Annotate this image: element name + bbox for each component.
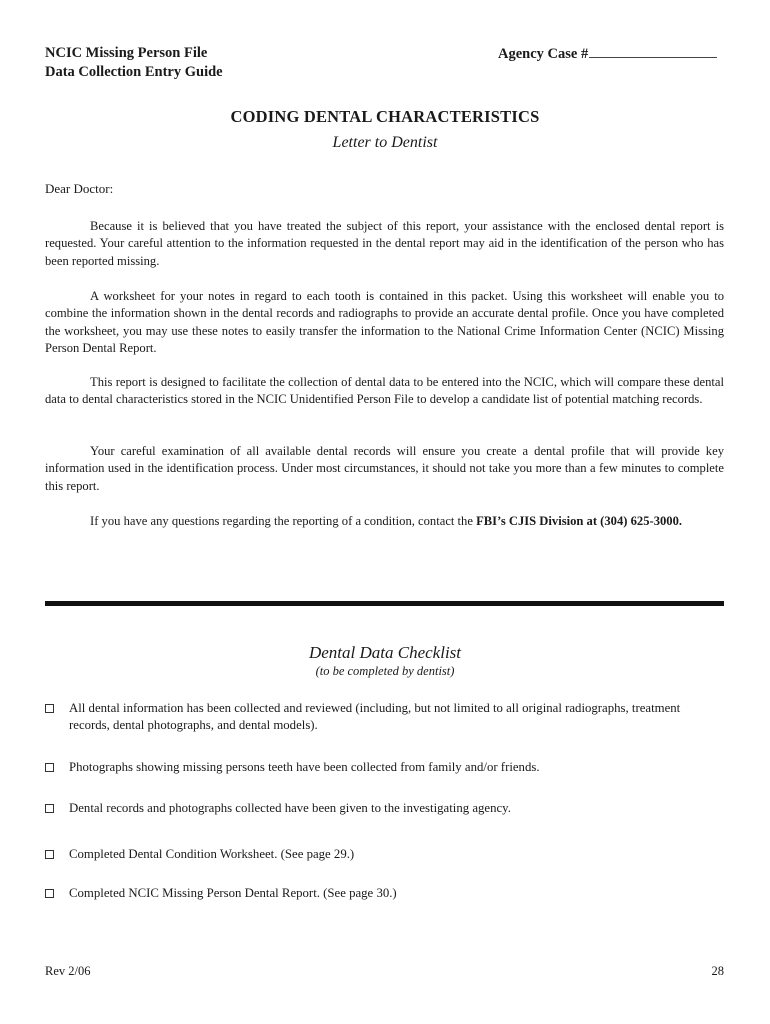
letter-paragraph-3: This report is designed to facilitate the collection of dental data to be entered into the NCIC, which will compare these dental data to dental characteristics stored in the NCIC Unidentified Person File to develop a candidate list of potential matching records. [45, 375, 724, 407]
checklist-item-label: Completed Dental Condition Worksheet. (See page 29.) [69, 847, 355, 861]
revision-label: Rev 2/06 [45, 964, 91, 978]
checklist-item-label: Completed NCIC Missing Person Dental Report. (See page 30.) [69, 886, 397, 900]
checkbox[interactable] [45, 704, 54, 713]
header-guide-name: Data Collection Entry Guide [45, 64, 223, 80]
contact-text: If you have any questions regarding the reporting of a condition, contact the [90, 514, 477, 528]
agency-case-field [498, 44, 717, 64]
checklist-subtitle: (to be completed by dentist) [315, 664, 455, 678]
checklist-title: Dental Data Checklist [308, 643, 462, 662]
document-header [45, 44, 223, 82]
checklist-item-label: All dental information has been collected and reviewed (including, but not limited to all original radiographs, treatment records, dental photographs, and dental models). [69, 701, 681, 733]
checkbox[interactable] [45, 804, 54, 813]
checkbox[interactable] [45, 889, 54, 898]
agency-case-label: Agency Case # [498, 46, 589, 62]
contact-bold: FBI’s CJIS Division at (304) 625-3000. [476, 514, 683, 528]
contact-paragraph [45, 513, 724, 530]
checklist-item-label: Photographs showing missing persons teeth have been collected from family and/or friends. [69, 760, 540, 774]
letter-paragraph-1: Because it is believed that you have treated the subject of this report, your assistance with the enclosed dental report is requested. Your careful attention to the information requested in the dental report may aid in the identification of the person who has been reported missing. [45, 219, 724, 268]
section-divider [45, 601, 724, 606]
checkbox[interactable] [45, 763, 54, 772]
letter-paragraph-2: A worksheet for your notes in regard to each tooth is contained in this packet. Using this worksheet will enable you to combine the information shown in the dental records and radiographs to provide an accurate dental profile. Once you have completed the worksheet, you may use these notes to easily transfer the information to the National Crime Information Center (NCIC) Missing Person Dental Report. [45, 289, 724, 355]
page-subtitle: Letter to Dentist [332, 134, 438, 151]
page-number: 28 [711, 964, 724, 978]
agency-case-blank-line[interactable] [589, 44, 717, 58]
checklist-item-label: Dental records and photographs collected have been given to the investigating agency. [69, 801, 511, 815]
page-title: CODING DENTAL CHARACTERISTICS [230, 107, 540, 126]
letter-paragraph-4: Your careful examination of all available dental records will ensure you create a dental profile that will provide key information used in the identification process. Under most circumstances, it should not take you more than a few minutes to complete this report. [45, 444, 724, 493]
checkbox[interactable] [45, 850, 54, 859]
salutation: Dear Doctor: [45, 181, 114, 196]
header-file-name: NCIC Missing Person File [45, 45, 208, 61]
